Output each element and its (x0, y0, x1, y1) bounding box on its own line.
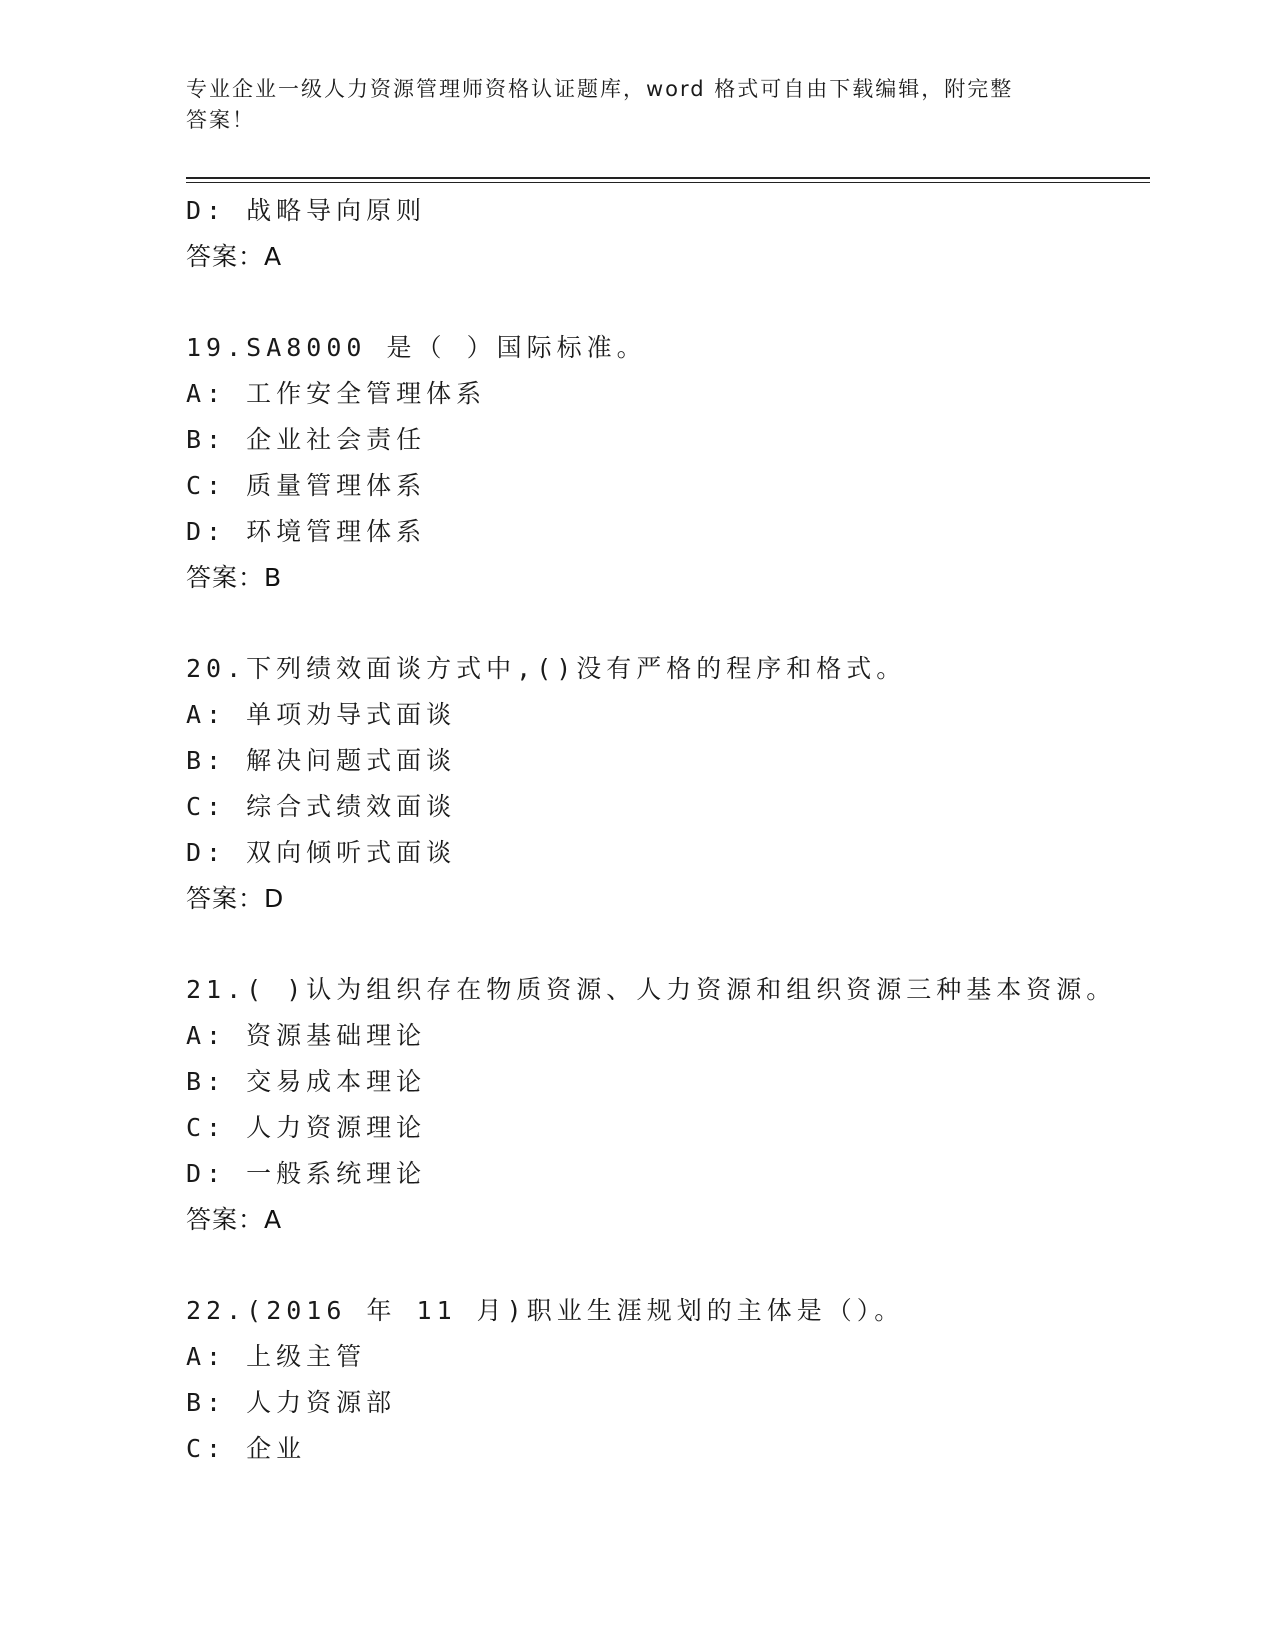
answer: 答案：B (186, 563, 283, 592)
option-a: A: 单项劝导式面谈 (186, 700, 457, 729)
header-rule-thin (186, 182, 1150, 183)
header-line-2: 答案！ (186, 108, 255, 132)
option-c: C: 质量管理体系 (186, 471, 427, 500)
option-a: A: 资源基础理论 (186, 1021, 427, 1050)
question-stem: 20.下列绩效面谈方式中,()没有严格的程序和格式。 (186, 654, 907, 683)
question-stem: 22.(2016 年 11 月)职业生涯规划的主体是（）。 (186, 1296, 905, 1325)
option-b: B: 人力资源部 (186, 1388, 397, 1417)
option-d: D: 环境管理体系 (186, 517, 427, 546)
previous-answer: 答案：A (186, 242, 283, 271)
question-22 (186, 1288, 1186, 1472)
previous-option-d: D: 战略导向原则 (186, 196, 427, 225)
question-list (186, 188, 1186, 1472)
option-b: B: 解决问题式面谈 (186, 746, 457, 775)
option-d: D: 双向倾听式面谈 (186, 838, 457, 867)
question-stem: 21.( )认为组织存在物质资源、人力资源和组织资源三种基本资源。 (186, 975, 1117, 1004)
page-header (186, 74, 1086, 136)
option-c: C: 企业 (186, 1434, 307, 1463)
answer: 答案：D (186, 884, 285, 913)
header-rule-thick (186, 177, 1150, 179)
header-line-1: 专业企业一级人力资源管理师资格认证题库，word 格式可自由下载编辑，附完整 (186, 77, 1014, 101)
question-21 (186, 967, 1186, 1243)
option-c: C: 人力资源理论 (186, 1113, 427, 1142)
option-d: D: 一般系统理论 (186, 1159, 427, 1188)
option-a: A: 上级主管 (186, 1342, 367, 1371)
option-b: B: 交易成本理论 (186, 1067, 427, 1096)
question-20 (186, 646, 1186, 922)
option-c: C: 综合式绩效面谈 (186, 792, 457, 821)
option-a: A: 工作安全管理体系 (186, 379, 487, 408)
question-19 (186, 325, 1186, 601)
question-stem: 19.SA8000 是（ ）国际标准。 (186, 333, 647, 362)
option-b: B: 企业社会责任 (186, 425, 427, 454)
answer: 答案：A (186, 1205, 283, 1234)
